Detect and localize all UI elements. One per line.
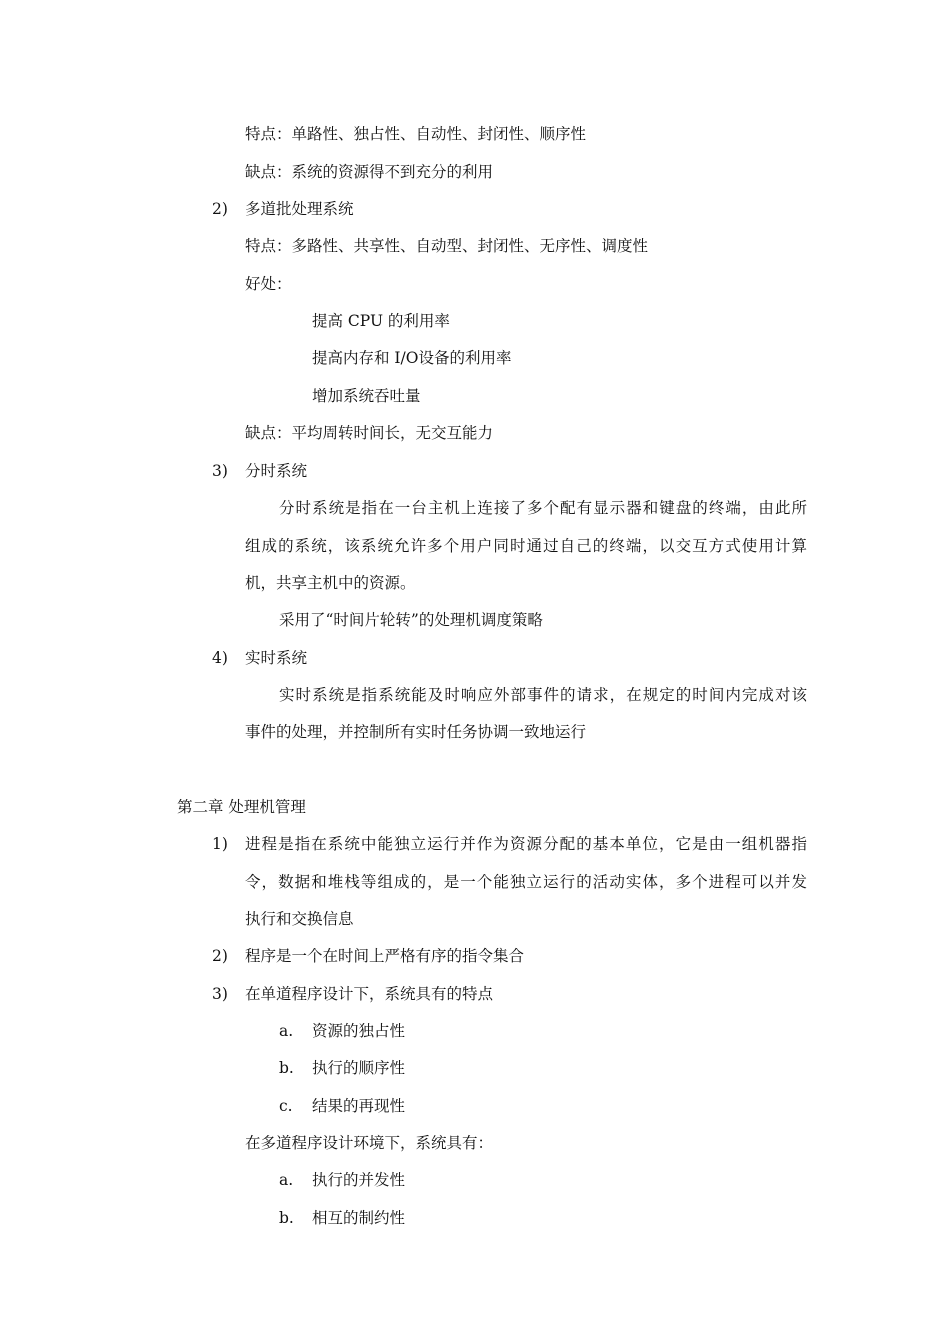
single-batch-drawback: 缺点：系统的资源得不到充分的利用 [245, 163, 494, 181]
real-time-title: 实时系统 [245, 649, 308, 667]
multi-batch-title: 多道批处理系统 [245, 200, 354, 218]
multi-program-intro: 在多道程序设计环境下，系统具有： [245, 1134, 494, 1152]
single-program-feature: 结果的再现性 [312, 1097, 406, 1115]
program-definition: 程序是一个在时间上严格有序的指令集合 [245, 947, 525, 965]
list-number: 2) [212, 200, 228, 218]
benefit-item: 提高内存和 I/O设备的利用率 [312, 349, 512, 367]
list-letter: b. [279, 1209, 294, 1227]
single-batch-features: 特点：单路性、独占性、自动性、封闭性、顺序性 [245, 125, 587, 143]
list-number: 1) [212, 835, 228, 853]
process-definition-line: 进程是指在系统中能独立运行并作为资源分配的基本单位，它是由一组机器指 [245, 835, 807, 853]
time-sharing-strategy: 采用了“时间片轮转”的处理机调度策略 [279, 611, 543, 629]
benefit-item: 增加系统吞吐量 [312, 387, 421, 405]
real-time-paragraph-line: 实时系统是指系统能及时响应外部事件的请求，在规定的时间内完成对该 [279, 686, 807, 704]
list-letter: c. [279, 1097, 293, 1115]
list-number: 3) [212, 462, 228, 480]
single-program-intro: 在单道程序设计下，系统具有的特点 [245, 985, 494, 1003]
benefits-label: 好处： [245, 275, 292, 293]
process-definition-line: 执行和交换信息 [245, 910, 354, 928]
multi-program-feature: 相互的制约性 [312, 1209, 406, 1227]
list-letter: b. [279, 1059, 294, 1077]
benefit-item: 提高 CPU 的利用率 [312, 312, 450, 330]
multi-batch-drawback: 缺点：平均周转时间长，无交互能力 [245, 424, 494, 442]
time-sharing-title: 分时系统 [245, 462, 308, 480]
chapter-title: 第二章 处理机管理 [177, 798, 306, 816]
single-program-feature: 执行的顺序性 [312, 1059, 406, 1077]
list-letter: a. [279, 1022, 294, 1040]
multi-batch-features: 特点：多路性、共享性、自动型、封闭性、无序性、调度性 [245, 237, 649, 255]
single-program-feature: 资源的独占性 [312, 1022, 406, 1040]
time-sharing-paragraph-line: 组成的系统，该系统允许多个用户同时通过自己的终端，以交互方式使用计算 [245, 537, 807, 555]
time-sharing-paragraph-line: 分时系统是指在一台主机上连接了多个配有显示器和键盘的终端，由此所 [279, 499, 807, 517]
list-number: 4) [212, 649, 228, 667]
real-time-paragraph-line: 事件的处理，并控制所有实时任务协调一致地运行 [245, 723, 587, 741]
list-letter: a. [279, 1171, 294, 1189]
list-number: 2) [212, 947, 228, 965]
multi-program-feature: 执行的并发性 [312, 1171, 406, 1189]
list-number: 3) [212, 985, 228, 1003]
time-sharing-paragraph-line: 机，共享主机中的资源。 [245, 574, 416, 592]
process-definition-line: 令，数据和堆栈等组成的，是一个能独立运行的活动实体，多个进程可以并发 [245, 873, 807, 891]
